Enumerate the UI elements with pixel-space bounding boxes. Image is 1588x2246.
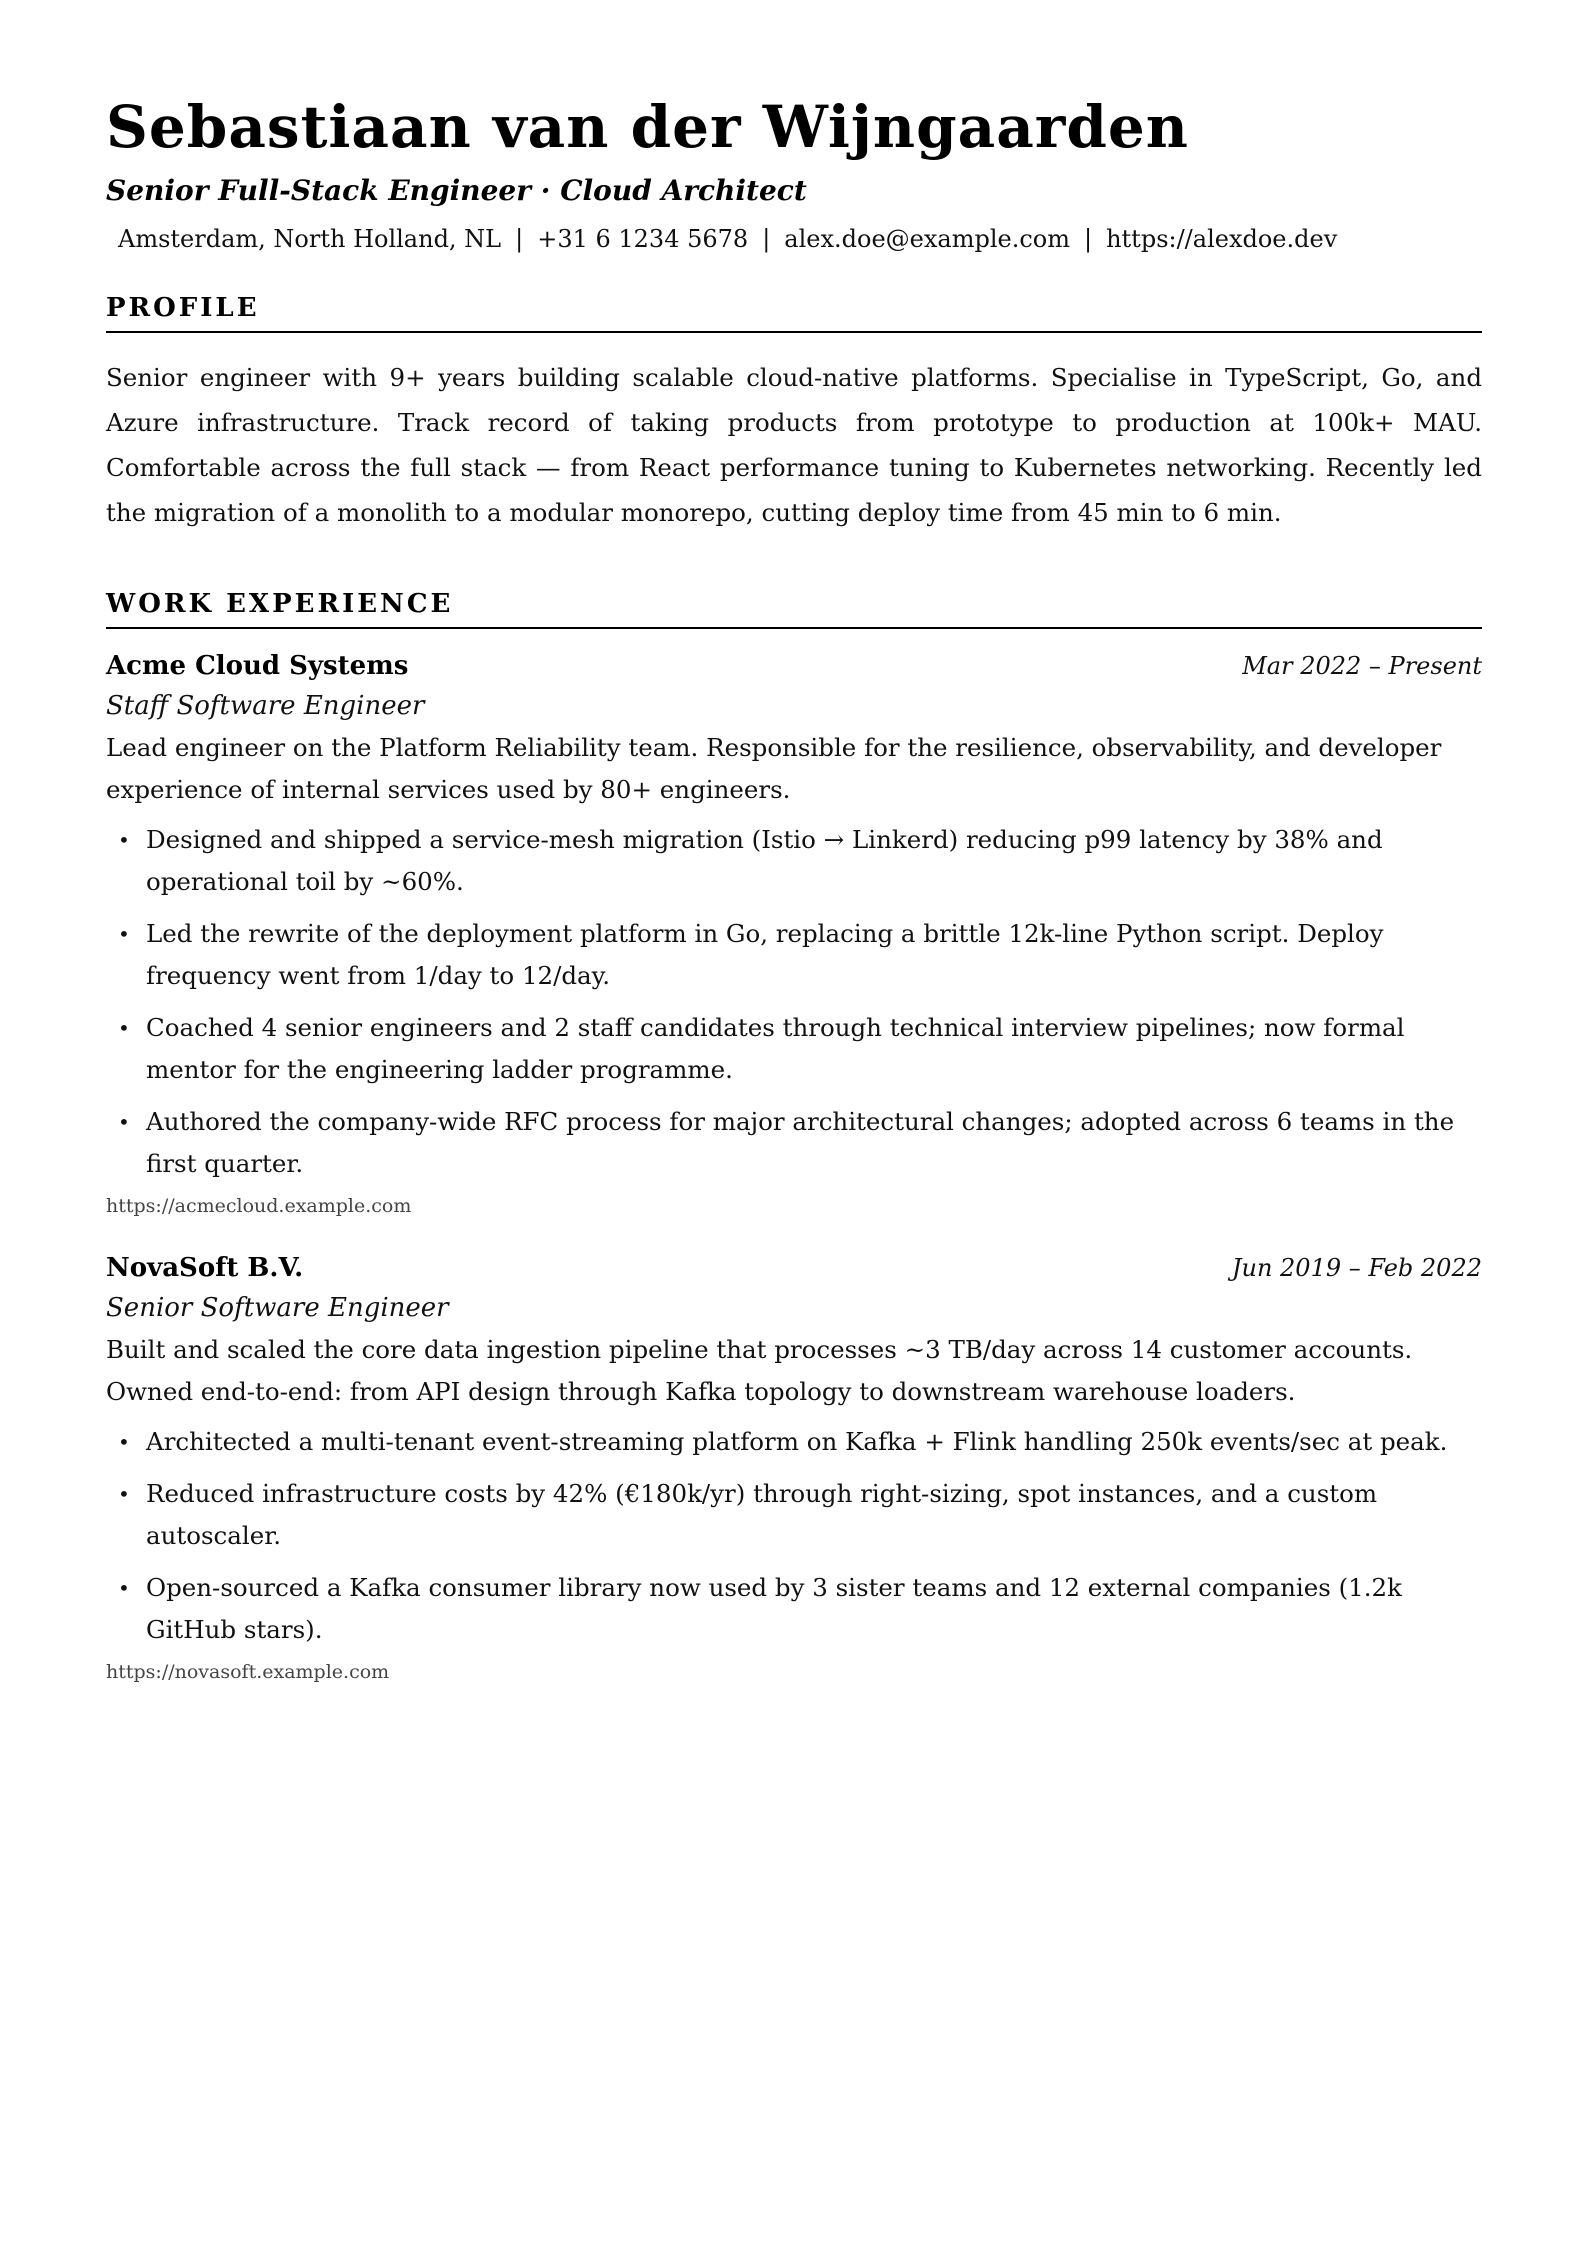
job-bullet bbox=[106, 1007, 1482, 1091]
job-summary: Built and scaled the core data ingestion pipeline that processes ~3 TB/day across 14 customer accounts. Owned end-to-end: from API design through Kafka topology to downstream warehouse loaders. bbox=[106, 1334, 1413, 1406]
job-bullet-text: Authored the company-wide RFC process for major architectural changes; adopted across 6 teams in the first quarter. bbox=[146, 1106, 1455, 1178]
work-experience-section bbox=[106, 589, 1482, 1683]
contact-email[interactable]: alex.doe@example.com bbox=[784, 224, 1070, 253]
job-url-link[interactable]: https://acmecloud.example.com bbox=[106, 1194, 412, 1217]
job-dates: Mar 2022 – Present bbox=[1242, 651, 1482, 680]
job-role: Staff Software Engineer bbox=[106, 690, 425, 721]
job-summary: Lead engineer on the Platform Reliability team. Responsible for the resilience, observability, and developer experience of internal services used by 80+ engineers. bbox=[106, 732, 1442, 804]
bullet-dot-icon: • bbox=[118, 921, 130, 946]
job-bullet-text: Led the rewrite of the deployment platform in Go, replacing a brittle 12k-line Python script. Deploy frequency went from 1/day to 12/day. bbox=[146, 918, 1384, 990]
job-bullet bbox=[106, 1101, 1482, 1185]
job-bullet bbox=[106, 819, 1482, 903]
contact-website[interactable]: https://alexdoe.dev bbox=[1106, 224, 1338, 253]
job-bullet-text: Architected a multi-tenant event-streaming platform on Kafka + Flink handling 250k events/sec at peak. bbox=[146, 1426, 1448, 1456]
profile-heading: PROFILE bbox=[106, 293, 1482, 333]
contact-separator: | bbox=[515, 224, 524, 253]
bullet-dot-icon: • bbox=[118, 1109, 130, 1134]
job-bullet-text: Coached 4 senior engineers and 2 staff candidates through technical interview pipelines; now formal mentor for the engineering ladder programme. bbox=[146, 1012, 1405, 1084]
bullet-dot-icon: • bbox=[118, 1015, 130, 1040]
job-bullet-text: Reduced infrastructure costs by 42% (€180k/yr) through right-sizing, spot instances, and a custom autoscaler. bbox=[146, 1478, 1378, 1550]
job-header bbox=[106, 1253, 1482, 1283]
bullet-dot-icon: • bbox=[118, 1429, 130, 1454]
job-bullets bbox=[106, 819, 1482, 1185]
job-bullets bbox=[106, 1421, 1482, 1651]
bullet-dot-icon: • bbox=[118, 827, 130, 852]
job-bullet bbox=[106, 1567, 1482, 1651]
job-company: NovaSoft B.V. bbox=[106, 1252, 304, 1283]
work-experience-heading: WORK EXPERIENCE bbox=[106, 589, 1482, 629]
job-bullet-text: Open-sourced a Kafka consumer library now used by 3 sister teams and 12 external companies (1.2k GitHub stars). bbox=[146, 1572, 1402, 1644]
contact-separator: | bbox=[1083, 224, 1093, 253]
candidate-name: Sebastiaan van der Wijngaarden bbox=[106, 93, 1189, 161]
job-entry bbox=[106, 651, 1482, 1217]
job-company: Acme Cloud Systems bbox=[106, 650, 409, 681]
profile-text: Senior engineer with 9+ years building scalable cloud-native platforms. Specialise in TypeScript, Go, and Azure infrastructure. Track record of taking products from prototype to production at 100k+ MAU. Comfortable across the full stack — from React performance tuning to Kubernetes networking. Recently led the migration of a monolith to a modular monorepo, cutting deploy time from 45 min to 6 min. bbox=[106, 362, 1482, 527]
contact-line bbox=[118, 225, 1482, 253]
candidate-headline: Senior Full-Stack Engineer · Cloud Architect bbox=[106, 173, 807, 207]
job-dates: Jun 2019 – Feb 2022 bbox=[1231, 1253, 1482, 1282]
job-role: Senior Software Engineer bbox=[106, 1292, 449, 1323]
job-header bbox=[106, 651, 1482, 681]
contact-location: Amsterdam, North Holland, NL bbox=[118, 224, 502, 253]
job-entry bbox=[106, 1253, 1482, 1683]
job-bullet bbox=[106, 1421, 1482, 1463]
bullet-dot-icon: • bbox=[118, 1481, 130, 1506]
profile-section bbox=[106, 293, 1482, 535]
job-url-link[interactable]: https://novasoft.example.com bbox=[106, 1660, 390, 1683]
bullet-dot-icon: • bbox=[118, 1575, 130, 1600]
job-bullet-text: Designed and shipped a service-mesh migration (Istio → Linkerd) reducing p99 latency by 38% and operational toil by ~60%. bbox=[146, 824, 1383, 896]
contact-separator: | bbox=[762, 224, 771, 253]
job-bullet bbox=[106, 913, 1482, 997]
job-bullet bbox=[106, 1473, 1482, 1557]
contact-phone[interactable]: +31 6 1234 5678 bbox=[537, 224, 749, 253]
